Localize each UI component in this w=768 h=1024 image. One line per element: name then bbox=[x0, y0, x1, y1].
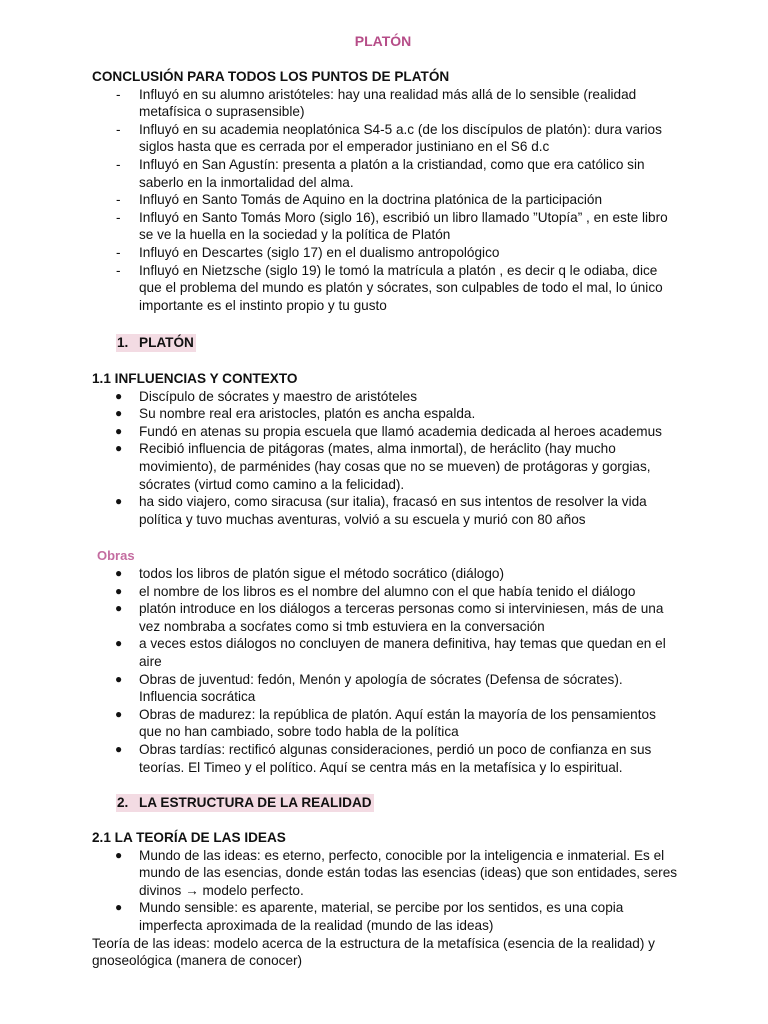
bullet-marker: ● bbox=[115, 566, 123, 580]
dash-marker: - bbox=[116, 121, 121, 137]
list-item bbox=[92, 899, 682, 934]
obras-list bbox=[92, 565, 682, 776]
dash-marker: - bbox=[116, 192, 121, 208]
section-1-1 bbox=[92, 370, 682, 528]
bullet-marker: ● bbox=[115, 706, 123, 721]
dash-marker: - bbox=[116, 86, 121, 102]
section-1-heading bbox=[116, 334, 196, 352]
list-item bbox=[92, 741, 682, 776]
list-item-text: todos los libros de platón sigue el método socrático (diálogo) bbox=[139, 566, 504, 581]
dash-marker: - bbox=[116, 244, 121, 260]
list-item bbox=[92, 565, 682, 583]
conclusion-section bbox=[92, 68, 682, 314]
list-item bbox=[92, 671, 682, 706]
list-item bbox=[92, 847, 682, 900]
dash-marker: - bbox=[116, 262, 121, 278]
section-1-1-heading: 1.1 INFLUENCIAS Y CONTEXTO bbox=[92, 371, 298, 386]
section-2-1-heading: 2.1 LA TEORÍA DE LAS IDEAS bbox=[92, 830, 286, 845]
list-item-text: Fundó en atenas su propia escuela que llamó academia dedicada al heroes academus bbox=[139, 423, 662, 439]
list-item bbox=[92, 262, 682, 315]
list-item bbox=[92, 388, 682, 406]
list-item-text: ha sido viajero, como siracusa (sur italia), fracasó en sus intentos de resolver la vida política y tuvo muchas aventuras, volvió a su escuela y murió con 80 años bbox=[139, 494, 647, 527]
bullet-marker: ● bbox=[115, 636, 123, 651]
list-item bbox=[92, 423, 682, 441]
list-item bbox=[92, 635, 682, 670]
bullet-marker: ● bbox=[115, 741, 123, 756]
list-item-text: Su nombre real era aristocles, platón es ancha espalda. bbox=[139, 406, 476, 422]
list-item-text: Influyó en su alumno aristóteles: hay una realidad más allá de lo sensible (realidad metafísica o suprasensible) bbox=[139, 86, 637, 120]
list-item bbox=[92, 86, 682, 121]
list-item-text: Influyó en Santo Tomás de Aquino en la doctrina platónica de la participación bbox=[139, 192, 603, 208]
obras-heading: Obras bbox=[97, 548, 135, 563]
list-item bbox=[92, 244, 682, 262]
list-item-text: Obras de madurez: la república de platón. Aquí están la mayoría de los pensamientos que no han cambiado, sobre todo habla de la política bbox=[139, 706, 656, 740]
list-item bbox=[92, 191, 682, 209]
page-title: PLATÓN bbox=[354, 33, 412, 49]
influences-list bbox=[92, 388, 682, 529]
list-item-text: Mundo sensible: es aparente, material, se percibe por los sentidos, es una copia imperfecta aproximada de la realidad (mundo de las ideas) bbox=[139, 900, 624, 933]
list-item-text: el nombre de los libros es el nombre del alumno con el que había tenido el diálogo bbox=[139, 583, 636, 599]
dash-marker: - bbox=[116, 156, 121, 172]
bullet-marker: ● bbox=[115, 847, 123, 862]
bullet-marker: ● bbox=[115, 900, 123, 915]
bullet-marker: ● bbox=[115, 671, 123, 686]
section-2-1 bbox=[92, 829, 682, 970]
ideas-list bbox=[92, 847, 682, 935]
dash-marker: - bbox=[116, 209, 121, 225]
bullet-marker: ● bbox=[115, 441, 123, 456]
list-item-text: a veces estos diálogos no concluyen de manera definitiva, hay temas que quedan en el aire bbox=[139, 636, 666, 669]
bullet-marker: ● bbox=[115, 388, 123, 403]
list-item bbox=[92, 493, 682, 528]
list-item-text: Obras tardías: rectificó algunas consideraciones, perdió un poco de confianza en sus teorías. El Timeo y el político. Aquí se centra más en la metafísica y lo espiritual. bbox=[139, 741, 652, 775]
list-item bbox=[92, 121, 682, 156]
list-item-text: Influyó en Santo Tomás Moro (siglo 16), escribió un libro llamado ”Utopía” , en este libro se ve la huella en la sociedad y la política de Platón bbox=[139, 209, 668, 243]
list-item bbox=[92, 156, 682, 191]
list-item-text: Influyó en Descartes (siglo 17) en el dualismo antropológico bbox=[139, 244, 500, 260]
list-item bbox=[92, 440, 682, 493]
bullet-marker: ● bbox=[115, 406, 123, 421]
list-item bbox=[92, 209, 682, 244]
list-item bbox=[92, 600, 682, 635]
section-number: 1. bbox=[117, 335, 129, 350]
list-item-text: Influyó en su academia neoplatónica S4-5 a.c (de los discípulos de platón): dura varios siglos hasta que es cerrada por el emperador justiniano en el S6 d.c bbox=[139, 121, 662, 155]
bullet-marker: ● bbox=[115, 423, 123, 438]
conclusion-list bbox=[92, 86, 682, 315]
section-title: PLATÓN bbox=[139, 335, 194, 350]
bullet-marker: ● bbox=[115, 583, 123, 598]
theory-paragraph: Teoría de las ideas: modelo acerca de la estructura de la metafísica (esencia de la realidad) y gnoseológica (manera de conocer) bbox=[92, 935, 655, 969]
list-item-text: platón introduce en los diálogos a terceras personas como si interviniesen, más de una vez nombraba a socŕates como si tmb estuviera en la conversación bbox=[139, 601, 664, 634]
conclusion-heading: CONCLUSIÓN PARA TODOS LOS PUNTOS DE PLATÓN bbox=[92, 69, 450, 84]
list-item-text: Recibió influencia de pitágoras (mates, alma inmortal), de heráclito (hay mucho movimiento), de parménides (hay cosas que no se mueven) de protágoras y gorgias, sócrates (virtud como camino a la felicidad). bbox=[139, 441, 651, 492]
list-item bbox=[92, 706, 682, 741]
section-title: LA ESTRUCTURA DE LA REALIDAD bbox=[139, 795, 372, 810]
list-item-text: Influyó en Nietzsche (siglo 19) le tomó la matrícula a platón , es decir q le odiaba, dice que el problema del mundo es platón y sócrates, son culpables de todo el mal, lo único importante es el instinto propio y tu gusto bbox=[139, 262, 663, 313]
bullet-marker: ● bbox=[115, 494, 123, 509]
list-item-text: Discípulo de sócrates y maestro de aristóteles bbox=[139, 388, 418, 404]
list-item-text: Obras de juventud: fedón, Menón y apología de sócrates (Defensa de sócrates). Influencia socrática bbox=[139, 671, 623, 705]
list-item bbox=[92, 405, 682, 423]
section-number: 2. bbox=[117, 795, 129, 810]
list-item bbox=[92, 583, 682, 601]
list-item-text: Mundo de las ideas: es eterno, perfecto, conocible por la inteligencia e inmaterial. Es el mundo de las esencias, donde están todas las esencias (ideas) que son entidades, seres divinos → modelo perfecto. bbox=[139, 847, 678, 898]
list-item-text: Influyó en San Agustín: presenta a platón a la cristiandad, como que era católico sin saberlo en la inmortalidad del alma. bbox=[139, 156, 645, 190]
obras-section bbox=[92, 565, 682, 776]
section-2-heading bbox=[116, 794, 374, 812]
bullet-marker: ● bbox=[115, 601, 123, 616]
